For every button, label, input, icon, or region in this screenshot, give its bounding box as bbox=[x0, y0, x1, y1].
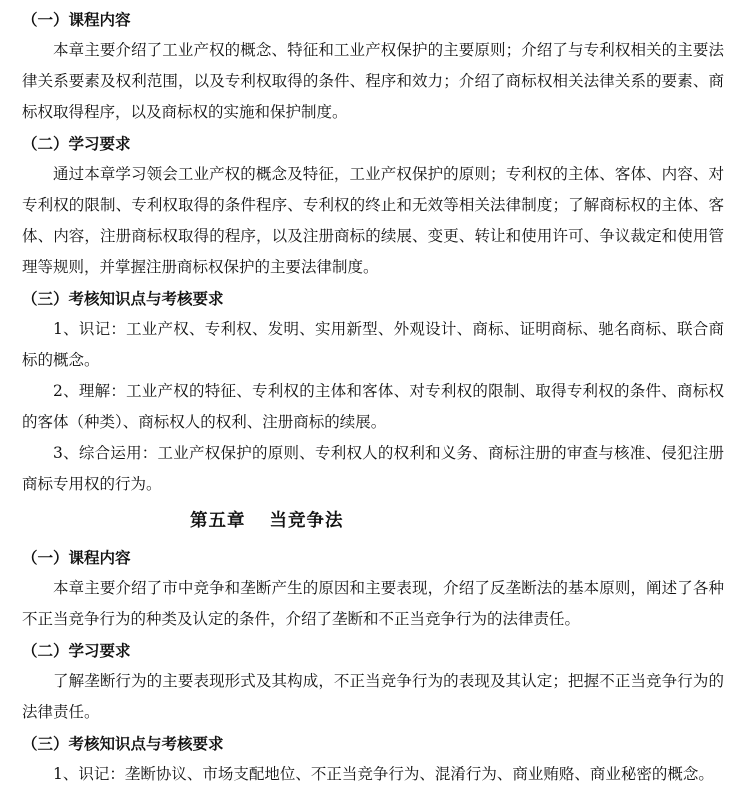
study-requirements-paragraph: 通过本章学习领会工业产权的概念及特征，工业产权保护的原则；专利权的主体、客体、内容、对专利权的限制、专利权取得的条件程序、专利权的终止和无效等相关法律制度；了解商标权的主体、客体、内容，注册商标权取得的程序，以及注册商标的续展、变更、转让和使用许可、争议裁定和使用管理等规则，并掌握注册商标权保护的主要法律制度。 bbox=[22, 165, 724, 276]
section-heading-course-content: （一）课程内容 bbox=[22, 548, 131, 567]
section-heading-assessment: （三）考核知识点与考核要求 bbox=[22, 734, 224, 753]
study-requirements-paragraph: 了解垄断行为的主要表现形式及其构成，不正当竞争行为的表现及其认定；把握不正当竞争行为的法律责任。 bbox=[22, 672, 724, 721]
course-content-paragraph: 本章主要介绍了市中竞争和垄断产生的原因和主要表现，介绍了反垄断法的基本原则，阐述了各种不正当竞争行为的种类及认定的条件，介绍了垄断和不正当竞争行为的法律责任。 bbox=[22, 579, 724, 628]
chapter-name: 当竞争法 bbox=[269, 511, 344, 531]
chapter-number: 第五章 bbox=[190, 511, 246, 531]
course-content-paragraph: 本章主要介绍了工业产权的概念、特征和工业产权保护的主要原则；介绍了与专利权相关的主要法律关系要素及权利范围，以及专利权取得的条件、程序和效力；介绍了商标权相关法律关系的要素、商标权取得程序，以及商标权的实施和保护制度。 bbox=[22, 41, 724, 121]
assessment-item-apply: 3、综合运用：工业产权保护的原则、专利权人的权利和义务、商标注册的审查与核准、侵犯注册商标专用权的行为。 bbox=[22, 444, 724, 493]
section-heading-study-requirements: （二）学习要求 bbox=[22, 134, 131, 153]
section-heading-study-requirements: （二）学习要求 bbox=[22, 641, 131, 660]
chapter-title bbox=[190, 504, 724, 538]
section-heading-assessment: （三）考核知识点与考核要求 bbox=[22, 289, 224, 308]
section-heading-course-content: （一）课程内容 bbox=[22, 10, 131, 29]
assessment-item-memorize: 1、识记：工业产权、专利权、发明、实用新型、外观设计、商标、证明商标、驰名商标、联合商标的概念。 bbox=[22, 320, 724, 369]
assessment-item-understand: 2、理解：工业产权的特征、专利权的主体和客体、对专利权的限制、取得专利权的条件、商标权的客体（种类）、商标权人的权利、注册商标的续展。 bbox=[22, 382, 724, 431]
assessment-item-memorize: 1、识记：垄断协议、市场支配地位、不正当竞争行为、混淆行为、商业贿赂、商业秘密的概念。 bbox=[53, 765, 714, 783]
